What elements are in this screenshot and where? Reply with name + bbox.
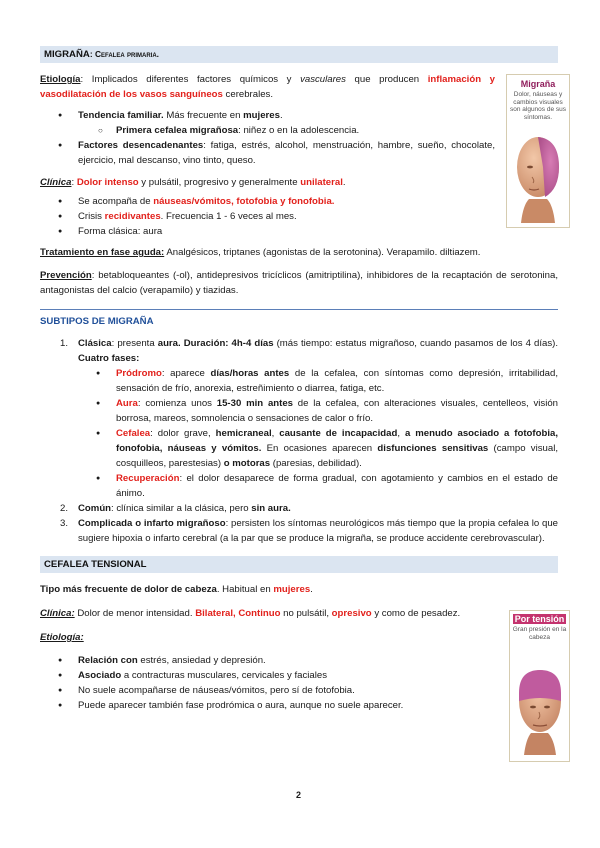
text: 15-30 min antes — [216, 398, 294, 409]
list-item — [40, 653, 490, 668]
highlight: unilateral — [300, 177, 343, 188]
list-item — [40, 138, 495, 168]
figure-title-band — [513, 614, 566, 624]
section-title: MIGRAÑA — [44, 49, 90, 60]
text: Tendencia familiar. — [78, 110, 164, 121]
text: Más frecuente en — [163, 110, 244, 121]
section-subtitle: Cefalea primaria. — [94, 49, 160, 59]
fases-list — [78, 366, 558, 501]
text: aura. Duración: 4h-4 días — [157, 338, 274, 349]
list-item — [40, 668, 490, 683]
highlight: Cefalea — [116, 428, 151, 439]
text: disfunciones sensitivas — [377, 443, 489, 454]
highlight: Recuperación — [116, 473, 180, 484]
text: 1. — [60, 338, 69, 349]
text: : comienza unos — [137, 398, 217, 409]
text: No suele acompañarse de náuseas/vómitos, pero sí de fotofobia. — [78, 685, 355, 696]
subtipos-title: SUBTIPOS DE MIGRAÑA — [40, 316, 154, 327]
page-content — [40, 46, 558, 713]
list-item — [40, 426, 558, 471]
list-item — [40, 366, 558, 396]
list-item — [40, 471, 558, 501]
text: Analgésicos, triptanes (agonistas de la serotonina). Verapamilo. diltiazem. — [164, 247, 481, 258]
highlight: mujeres — [273, 584, 311, 595]
text: Cuatro fases: — [78, 353, 140, 364]
text: Relación con — [78, 655, 138, 666]
text: : betabloqueantes (-ol), antidepresivos tricíclicos (amitriptilina), inhibidores de la recaptación de serotonina, antagonistas del calcio (verapamilo) y tiazidas. — [40, 270, 558, 296]
highlight: Dolor intenso — [76, 177, 139, 188]
list-item — [40, 108, 495, 123]
text: Primera cefalea migrañosa — [116, 125, 239, 136]
highlight: opresivo — [331, 608, 372, 619]
subtipos-list — [40, 336, 558, 546]
tipo-paragraph — [40, 582, 490, 597]
divider — [40, 309, 558, 310]
text: . — [310, 584, 313, 595]
prevencion-paragraph — [40, 268, 558, 298]
clinica-list — [40, 194, 495, 239]
text: Clásica — [78, 338, 112, 349]
section-title: CEFALEA TENSIONAL — [44, 559, 147, 570]
text: días/horas antes — [210, 368, 290, 379]
text: : dolor grave, — [150, 428, 216, 439]
text: Forma clásica: aura — [78, 226, 163, 237]
highlight: náuseas/vómitos, fotofobia y fonofobia. — [153, 196, 335, 207]
text: hemicraneal — [215, 428, 272, 439]
text: : presenta — [111, 338, 158, 349]
migrana-text-block — [40, 72, 495, 239]
text: cerebrales. — [222, 89, 274, 100]
text: , — [271, 428, 280, 439]
text: 3. — [60, 518, 69, 529]
text: (campo visual, cosquilleos, parestesias) — [116, 443, 558, 469]
clinica-label: Clínica: — [40, 608, 75, 619]
text: Puede aparecer también fase prodrómica o aura, aunque no suele aparecer. — [78, 700, 404, 711]
figure-caption: Gran presión en la cabeza — [512, 626, 567, 641]
list-item — [40, 194, 495, 209]
figure-caption: Dolor, náuseas y cambios visuales son algunos de sus síntomas. — [509, 91, 566, 121]
text: Crisis — [78, 211, 105, 222]
text: causante de incapacidad — [279, 428, 398, 439]
text: : persisten los síntomas neurológicos más tiempo que la propia cefalea lo que sugiere hipoxia o infarto cerebral (a la par que se produce la migraña, se produce accidente cerebrovascular). — [78, 518, 559, 544]
text: Dolor de menor intensidad. — [74, 608, 196, 619]
tensional-list — [40, 653, 490, 713]
text: : Implicados diferentes factores químicos y — [80, 74, 301, 85]
text: Se acompaña de — [78, 196, 154, 207]
section-header-tensional — [40, 556, 558, 573]
list-item — [40, 683, 490, 698]
list-item — [40, 224, 495, 239]
list-item — [40, 698, 490, 713]
tensional-text-block — [40, 582, 490, 713]
head-unilateral-pain-illustration — [507, 127, 569, 227]
figure-title: Por tensión — [514, 614, 565, 624]
text: no pulsátil, — [280, 608, 332, 619]
highlight: inflamación y vasodilatación de los vasos sanguíneos — [40, 74, 495, 100]
text: : niñez o en la adolescencia. — [238, 125, 360, 136]
list-item — [40, 396, 558, 426]
text: a menudo asociado a fotofobia, fonofobia, náuseas y vómitos. — [116, 428, 558, 454]
text: de la cefalea, con síntomas como depresión, irritabilidad, sensación de frío, anorexia, estreñimiento o diarrea, fatiga, etc. — [116, 368, 558, 394]
head-bilateral-pain-illustration — [510, 657, 569, 757]
text: , — [397, 428, 405, 439]
clinica-tensional-paragraph — [40, 606, 490, 621]
text: 2. — [60, 503, 69, 514]
text: mujeres — [243, 110, 280, 121]
text: : fatiga, estrés, alcohol, menstruación, hambre, sueño, chocolate, ejercicio, mal descanso, vino tinto, queso. — [78, 140, 495, 166]
text: . Frecuencia 1 - 6 veces al mes. — [160, 211, 297, 222]
text: . Habitual en — [216, 584, 274, 595]
page-number: 2 — [296, 790, 302, 800]
tratamiento-label: Tratamiento en fase aguda: — [40, 247, 165, 258]
text: que producen — [345, 74, 428, 85]
text: Etiología: — [40, 632, 84, 643]
highlight: Bilateral, Continuo — [195, 608, 281, 619]
etiologia-paragraph — [40, 72, 495, 102]
text: sin aura. — [251, 503, 291, 514]
text: vasculares — [300, 74, 346, 85]
text: Común — [78, 503, 112, 514]
section-header-migrana: MIGRAÑA: Cefalea primaria. — [40, 46, 558, 63]
text: En ocasiones aparecen — [261, 443, 378, 454]
highlight: Pródromo — [116, 368, 162, 379]
text: . — [342, 177, 346, 188]
text: a contracturas musculares, cervicales y faciales — [121, 670, 327, 681]
prevencion-label: Prevención — [40, 270, 92, 281]
text: Factores desencadenantes — [78, 140, 204, 151]
clinica-paragraph — [40, 175, 495, 190]
list-item — [40, 209, 495, 224]
highlight: Aura — [116, 398, 138, 409]
tension-figure — [509, 610, 570, 762]
text: Complicada o infarto migrañoso — [78, 518, 226, 529]
highlight: recidivantes — [104, 211, 161, 222]
text: : clínica similar a la clásica, pero — [111, 503, 252, 514]
list-item — [40, 516, 558, 546]
text: . — [279, 110, 283, 121]
text: : el dolor desaparece de forma gradual, con agotamiento y cambios en el estado de ánimo. — [116, 473, 558, 499]
list-item — [40, 123, 495, 138]
text: de la cefalea, con alteraciones visuales, centelleos, visión borrosa, mareos, somnolencia o sensaciones de calor o frío. — [116, 398, 558, 424]
tratamiento-paragraph — [40, 245, 558, 260]
text: estrés, ansiedad y depresión. — [137, 655, 266, 666]
text: Tipo más frecuente de dolor de cabeza — [40, 584, 217, 595]
text: (más tiempo: estatus migrañoso, cuando pasamos de los 4 días). — [273, 338, 558, 349]
text: : — [71, 177, 77, 188]
text: o motoras — [223, 458, 271, 469]
etiologia-list — [40, 108, 495, 168]
text: : aparece — [161, 368, 211, 379]
migrana-figure — [506, 74, 570, 228]
text: (paresias, debilidad). — [270, 458, 362, 469]
etiologia-label: Etiología — [40, 74, 81, 85]
text: y pulsátil, progresivo y generalmente — [138, 177, 301, 188]
text: Asociado — [78, 670, 122, 681]
list-item — [40, 336, 558, 501]
list-item — [40, 501, 558, 516]
figure-title: Migraña — [520, 79, 556, 89]
etiologia-tensional-label — [40, 630, 490, 645]
clinica-label: Clínica — [40, 177, 72, 188]
text: y como de pesadez. — [371, 608, 461, 619]
